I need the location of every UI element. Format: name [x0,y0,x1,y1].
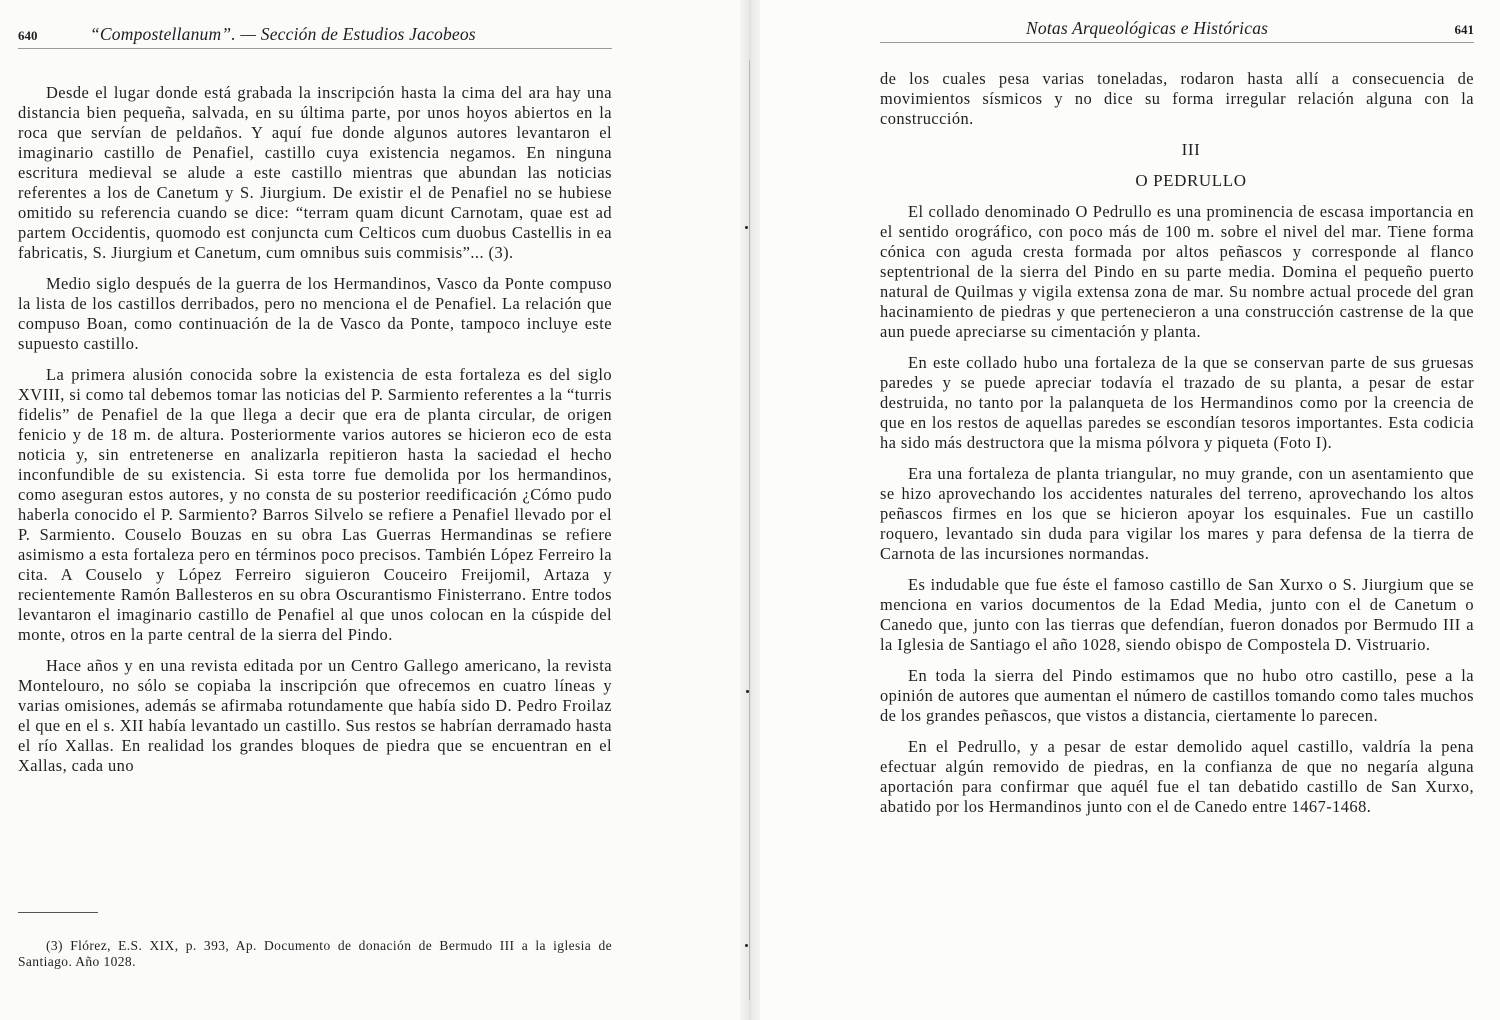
right-page [760,0,1500,1020]
left-page [0,0,740,1020]
book-gutter [740,0,760,1020]
section-number: III [1181,140,1201,159]
paragraph: Hace años y en una revista editada por un Centro Gallego americano, la revista Montelouro, no sólo se copiaba la inscripción que ofrecemos en cuatro líneas y varias omisiones, además se afirmaba rotundamente que había sido D. Pedro Froilaz el que en el s. XII había levantado un castillo. Sus restos se habrían derramado hasta el río Xallas. En realidad los grandes bloques de piedra que se encuentran en el Xallas, cada uno [18,656,612,775]
left-running-title: “Compostellanum”. — Sección de Estudios Jacobeos [90,24,476,44]
scan-speck [745,944,748,947]
paragraph: Medio siglo después de la guerra de los Hermandinos, Vasco da Ponte compuso la lista de los castillos derribados, pero no menciona el de Penafiel. La relación que compuso Boan, como continuación de la de Vasco da Ponte, tampoco incluye este supuesto castillo. [18,274,612,353]
left-page-number: 640 [18,28,38,43]
paragraph: Desde el lugar donde está grabada la inscripción hasta la cima del ara hay una distancia bien pequeña, salvada, en su última parte, por unos hoyos abiertos en la roca que servían de peldaños. Y aquí fue donde algunos autores levantaron el imaginario castillo de Penafiel, castillo cuya existencia negamos. En ninguna escritura medieval se alude a este castillo mientras que abundan las noticias referentes a los de Canetum y S. Jiurgium. De existir el de Penafiel no se hubiese omitido su referencia cuando se dice: “terram quam dicunt Carnotam, quae est ad partem Occidentis, quomodo est conjuncta cum Celticos cum duobus Castellis in ea fabricatis, S. Jiurgium et Canetum, cum omnibus suis commisis”... (3). [18,83,612,262]
footnote-rule [18,912,98,913]
right-running-title: Notas Arqueológicas e Históricas [1026,18,1269,38]
right-running-header [880,10,1474,43]
paragraph: Es indudable que fue éste el famoso castillo de San Xurxo o S. Jiurgium que se menciona en varios documentos de la Edad Media, junto con el de Canetum o Canedo que, junto con las tierras que defendían, fueron donados por Bermudo III a la Iglesia de Santiago el año 1028, siendo obispo de Compostela D. Vistruario. [880,575,1474,654]
gutter-fold-line [749,60,750,1000]
paragraph: Era una fortaleza de planta triangular, no muy grande, con un asentamiento que se hizo aprovechando los accidentes naturales del terreno, aprovechando los altos peñascos firmes en los que se hicieron apoyar los esquinales. Fue un castillo roquero, levantado sin duda para vigilar los mares y para defensa de la tierra de Carnota de las incursiones normandas. [880,464,1474,563]
paragraph: El collado denominado O Pedrullo es una prominencia de escasa importancia en el sentido orográfico, con poco más de 100 m. sobre el nivel del mar. Tiene forma cónica con aguda cresta formada por altos peñascos y corresponde al flanco septentrional de la sierra del Pindo en su parte media. Domina el pequeño puerto natural de Quilmas y vigila extensa zona de mar. Su nombre actual procede del gran hacinamiento de piedras y que pertenecieron a una construcción castrense de la que aun puede apreciarse su cimentación y planta. [880,202,1474,341]
paragraph: La primera alusión conocida sobre la existencia de esta fortaleza es del siglo XVIII, si como tal debemos tomar las noticias del P. Sarmiento referentes a la “turris fidelis” de Penafiel de la que llega a decir que era de planta circular, de origen fenicio y de 18 m. de altura. Posteriormente varios autores se hicieron eco de esta noticia y, sin entretenerse en analizarla repitieron hasta la saciedad el hecho inconfundible de su existencia. Si esta torre fue demolida por los hermandinos, como aseguran estos autores, y no consta de su posterior reedificación ¿Cómo pudo haberla conocido el P. Sarmiento? Barros Silvelo se refiere a Penafiel llevado por el P. Sarmiento. Couselo Bouzas en su obra Las Guerras Hermandinas se refiere asimismo a esta fortaleza pero en términos poco precisos. También López Ferreiro la cita. A Couselo y López Ferreiro siguieron Couceiro Freijomil, Artaza y recientemente Ramón Ballesteros en su obra Oscurantismo Finisterrano. Entre todos levantaron el imaginario castillo de Penafiel al que unos colocan en la cúspide del monte, otros en la parte central de la sierra del Pindo. [18,365,612,644]
scan-speck [745,226,748,229]
paragraph: En toda la sierra del Pindo estimamos que no hubo otro castillo, pese a la opinión de autores que aumentan el número de castillos tomando como tales muchos de los grandes peñascos, que vistos a distancia, ciertamente lo parecen. [880,666,1474,725]
right-text-column [880,69,1474,828]
paragraph: En el Pedrullo, y a pesar de estar demolido aquel castillo, valdría la pena efectuar algún removido de piedras, en la confianza de que no negaría alguna aportación para confirmar que aquél fue el tan debatido castillo de San Xurxo, abatido por los Hermandinos junto con el de Canedo entre 1467-1468. [880,737,1474,816]
section-title: O PEDRULLO [1135,171,1247,190]
scan-speck [746,690,749,693]
continuation-paragraph: de los cuales pesa varias toneladas, rodaron hasta allí a consecuencia de movimientos sísmicos y no dice su forma irregular relación alguna con la construcción. [880,69,1474,128]
left-text-column [18,83,612,787]
right-page-number: 641 [1454,22,1474,37]
footnote: (3) Flórez, E.S. XIX, p. 393, Ap. Documento de donación de Bermudo III a la iglesia de Santiago. Año 1028. [18,938,612,969]
paragraph: En este collado hubo una fortaleza de la que se conservan parte de sus gruesas paredes y se puede apreciar todavía el trazado de su planta, a pesar de estar destruida, no tanto por la palanqueta de los Hermandinos como por la creencia de que en los restos de aquellas paredes se escondían tesoros importantes. Esta codicia ha sido más destructora que la misma pólvora y piqueta (Foto I). [880,353,1474,452]
left-running-header [18,18,612,49]
